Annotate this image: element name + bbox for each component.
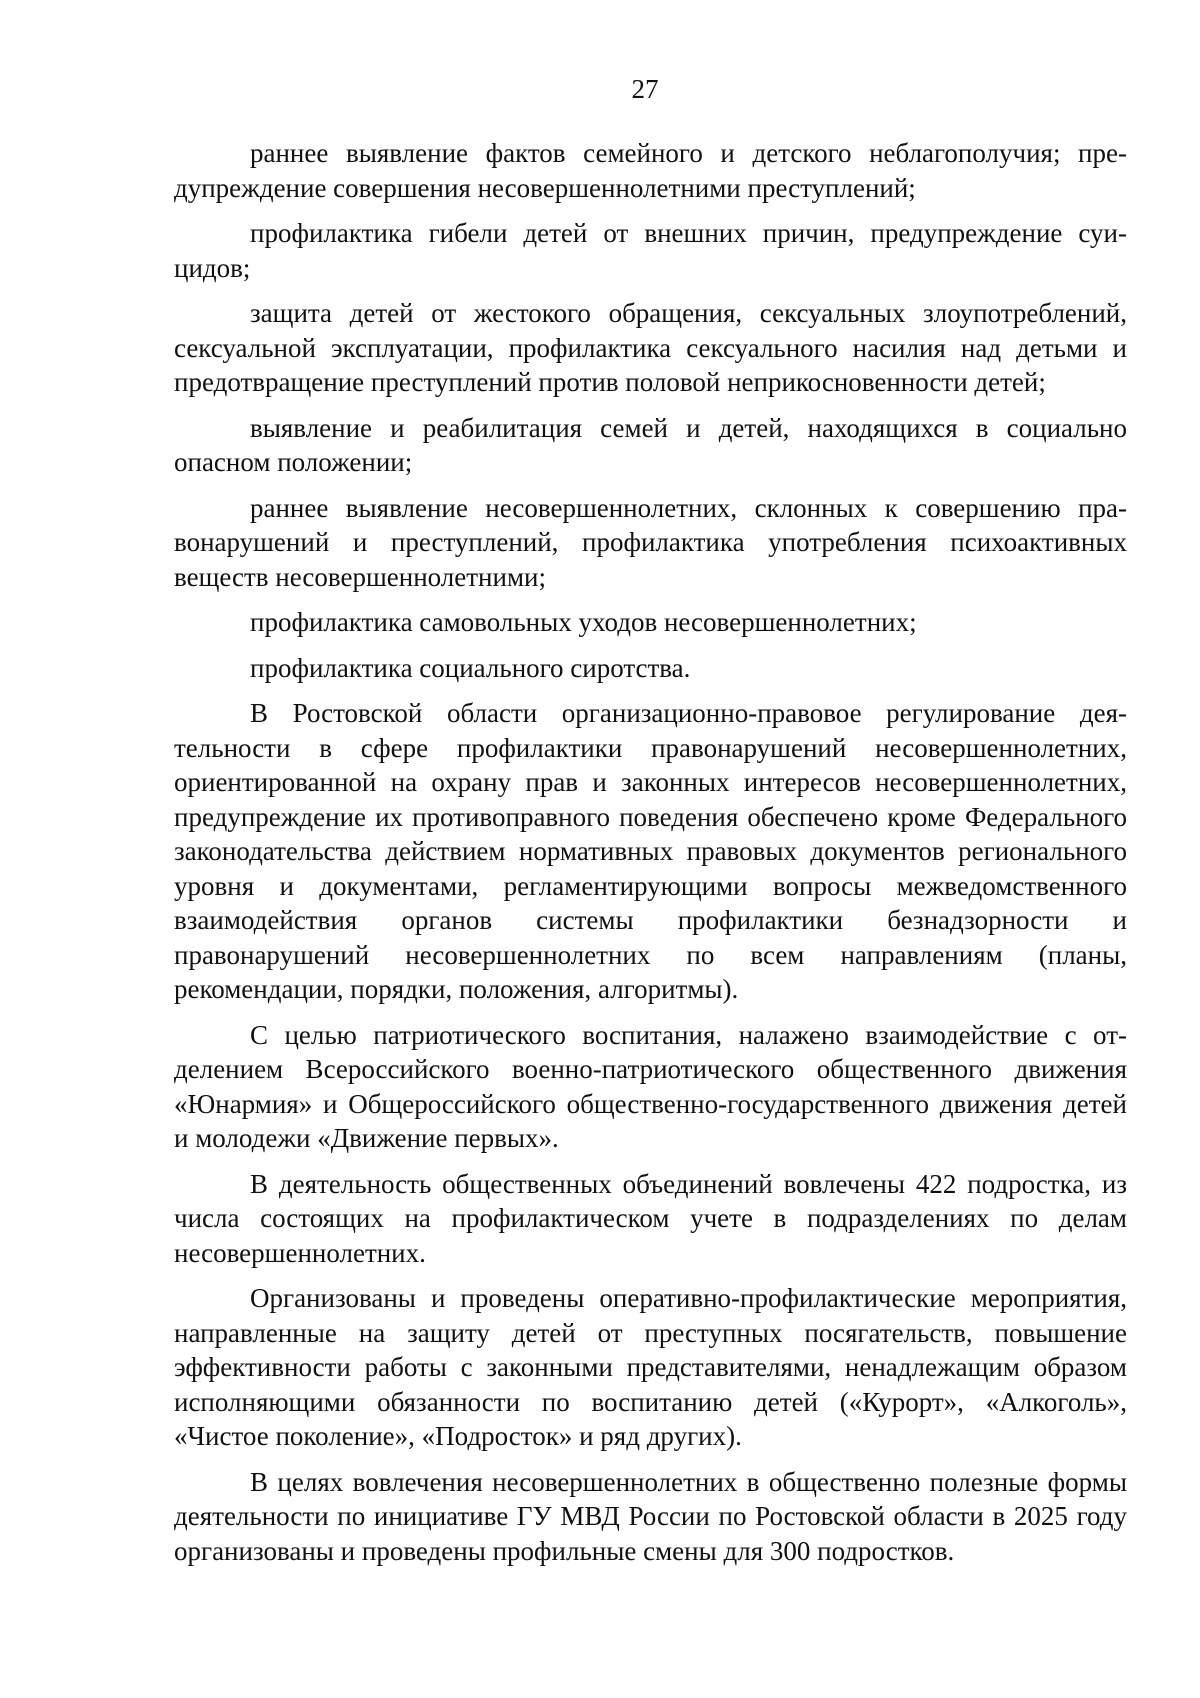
paragraph-3: защита детей от жестокого обращения, сексуальных злоупотреблений, сексуальной эксплуатации, профилактика сексуального насилия над детьми и предотвращение преступлений против половой неприкосновенности детей; [174,298,1127,397]
paragraph-7: профилактика социального сиротства. [250,652,691,683]
paragraph-11: Организованы и проведены оперативно-профилактические мероприятия, направленные на защиту детей от преступных посягательств, повышение эффективности работы с законными представителями, ненадлежащим образом исполняющими обязанности по воспитанию детей («Курорт», «Алкоголь», «Чистое поколение», «Подросток» и ряд других). [174,1283,1127,1451]
paragraph-1: раннее выявление фактов семейного и детского неблагополучия; предупреждение совершения несовершеннолетними преступлений; [174,138,1127,203]
paragraph-2: профилактика гибели детей от внешних причин, предупреждение суицидов; [174,218,1127,283]
paragraph-12: В целях вовлечения несовершеннолетних в общественно полезные формы деятельности по инициативе ГУ МВД России по Ростовской области в 2025 году организованы и проведены профильные смены для 300 подростков. [174,1466,1127,1566]
paragraph-6: профилактика самовольных уходов несовершеннолетних; [250,607,917,637]
paragraph-10: В деятельность общественных объединений вовлечены 422 подростка, из числа состоящих на профилактическом учете в подразделениях по делам несовершеннолетних. [174,1168,1127,1268]
paragraph-9: С целью патриотического воспитания, налажено взаимодействие с отделением Всероссийского военно-патриотического общественного движения «Юнармия» и Общероссийского общественно-государственного движения детей и молодежи «Движение первых». [174,1019,1127,1153]
paragraph-5: раннее выявление несовершеннолетних, склонных к совершению правонарушений и преступлений, профилактика употребления психоактивных веществ несовершеннолетними; [174,492,1127,592]
page-body [174,136,1127,1579]
paragraph-8: В Ростовской области организационно-правовое регулирование деятельности в сфере профилактики правонарушений несовершеннолетних, ориентированной на охрану прав и законных интересов несовершеннолетних, предупреждение их противоправного поведения обеспечено кроме Федерального законодательства действием нормативных правовых документов регионального уровня и документами, регламентирующими вопросы межведомственного взаимодействия органов системы профилактики безнадзорности и правонарушений несовершеннолетних по всем направлениям (планы, рекомендации, порядки, положения, алгоритмы). [174,698,1127,1004]
paragraph-4: выявление и реабилитация семей и детей, находящихся в социально опасном положении; [174,412,1127,477]
page-number: 27 [631,74,659,104]
